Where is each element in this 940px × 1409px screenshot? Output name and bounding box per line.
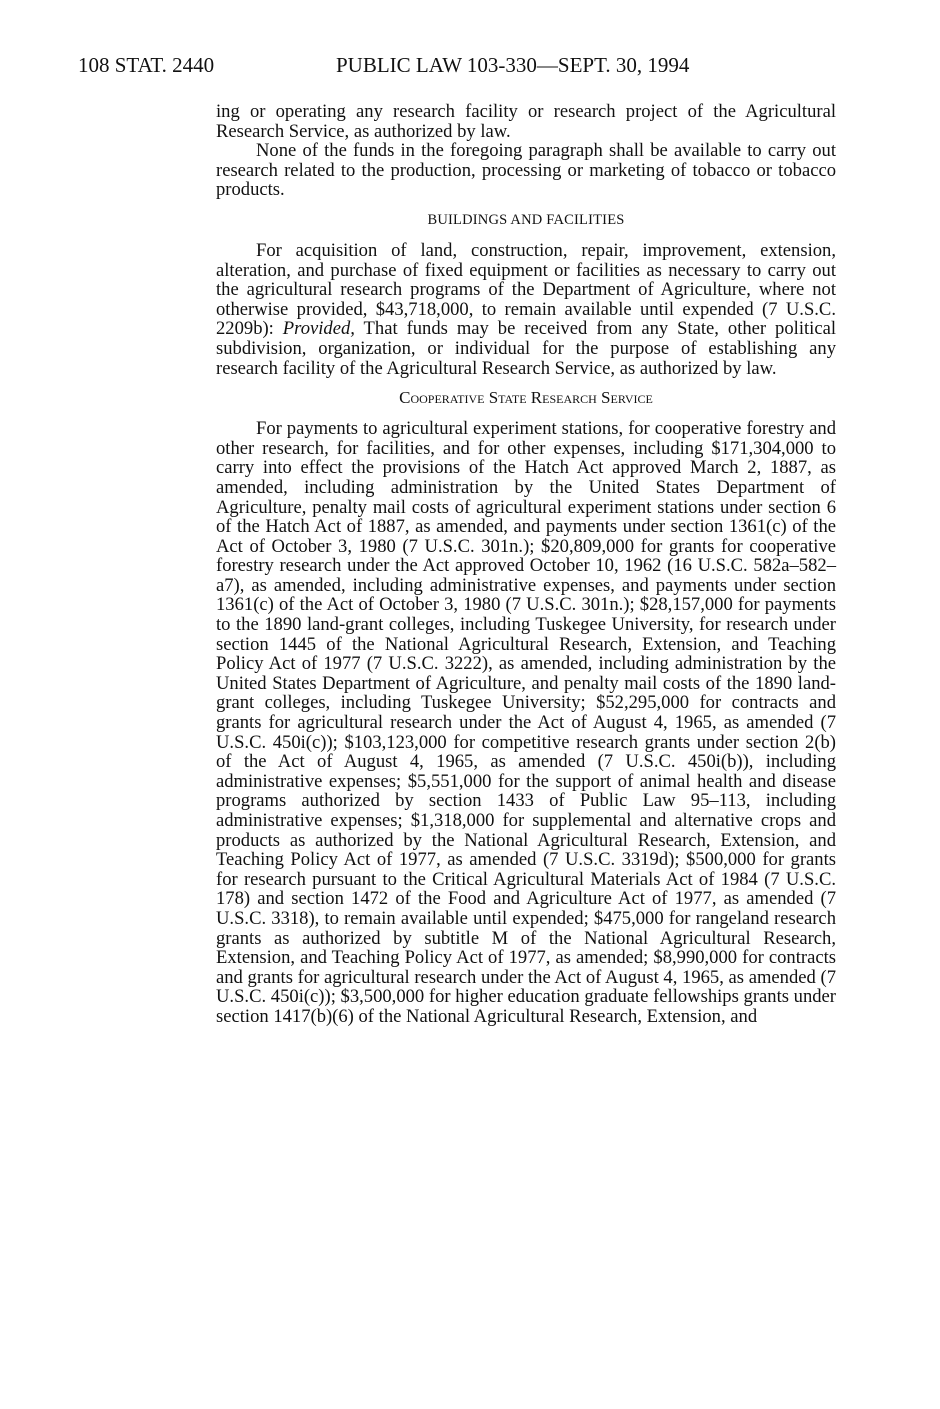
provided-italic: Provided, [282,318,355,340]
continued-paragraph: ing or operating any research facility or research project of the Agricultural Research Service, as authorized by law. [216,101,836,142]
csrs-paragraph: For payments to agricultural experiment stations, for cooperative forestry and other research, for facilities, and for other expenses, including $171,304,000 to carry into effect the provisions of the Hatch Act approved March 2, 1887, as amended, including administration by the United States Department of Agriculture, penalty mail costs of agricultural experiment stations under section 6 of the Hatch Act of 1887, as amended, and payments under section 1361(c) of the Act of October 3, 1980 (7 U.S.C. 301n.); $20,809,000 for grants for cooperative forestry research under the Act approved October 10, 1962 (16 U.S.C. 582a–582–a7), as amended, including administrative expenses, and payments under section 1361(c) of the Act of October 3, 1980 (7 U.S.C. 301n.); $28,157,000 for payments to the 1890 land-grant colleges, including Tuskegee University, for research under section 1445 of the National Agricultural Research, Extension, and Teaching Policy Act of 1977 (7 U.S.C. 3222), as amended, including administration by the United States Department of Agriculture, and penalty mail costs of the 1890 land-grant colleges, including Tuskegee University; $52,295,000 for contracts and grants for agricultural research under the Act of August 4, 1965, as amended (7 U.S.C. 450i(c)); $103,123,000 for competitive research grants under section 2(b) of the Act of August 4, 1965, as amended (7 U.S.C. 450i(b)), including administrative expenses; $5,551,000 for the support of animal health and disease programs authorized by section 1433 of Public Law 95–113, including administrative expenses; $1,318,000 for supplemental and alternative crops and products as authorized by the National Agricultural Research, Extension, and Teaching Policy Act of 1977, as amended (7 U.S.C. 3319d); $500,000 for grants for research pursuant to the Critical Agricultural Materials Act of 1984 (7 U.S.C. 178) and section 1472 of the Food and Agriculture Act of 1977, as amended (7 U.S.C. 3318), to remain available until expended; $475,000 for rangeland research grants as authorized by subtitle M of the National Agricultural Research, Extension, and Teaching Policy Act of 1977, as amended; $8,990,000 for contracts and grants for agricultural research under the Act of August 4, 1965, as amended (7 U.S.C. 450i(c)); $3,500,000 for higher education graduate fellowships grants under section 1417(b)(6) of the National Agricultural Research, Extension, and [216,418,836,1027]
buildings-rest-text: That funds may be received from any State, other political subdivision, organization, or individual for the purpose of establishing any research facility of the Agricultural Research Service, as authorized by law. [216,318,836,379]
buildings-paragraph [216,241,836,378]
buildings-heading: BUILDINGS AND FACILITIES [427,211,625,228]
text-column [216,102,836,1027]
public-law-title: PUBLIC LAW 103-330—SEPT. 30, 1994 [336,53,690,77]
csrs-heading: Cooperative State Research Service [399,388,653,408]
tobacco-paragraph: None of the funds in the foregoing paragraph shall be available to carry out research related to the production, processing or marketing of tobacco or tobacco products. [216,140,836,201]
statute-page-number: 108 STAT. 2440 [78,53,215,77]
buildings-main-text: For acquisition of land, construction, repair, improvement, extension, alteration, and purchase of fixed equipment or facilities as necessary to carry out the agricultural research programs of the Department of Agriculture, where not otherwise provided, $43,718,000, to remain available until expended (7 U.S.C. 2209b): [216,239,836,340]
